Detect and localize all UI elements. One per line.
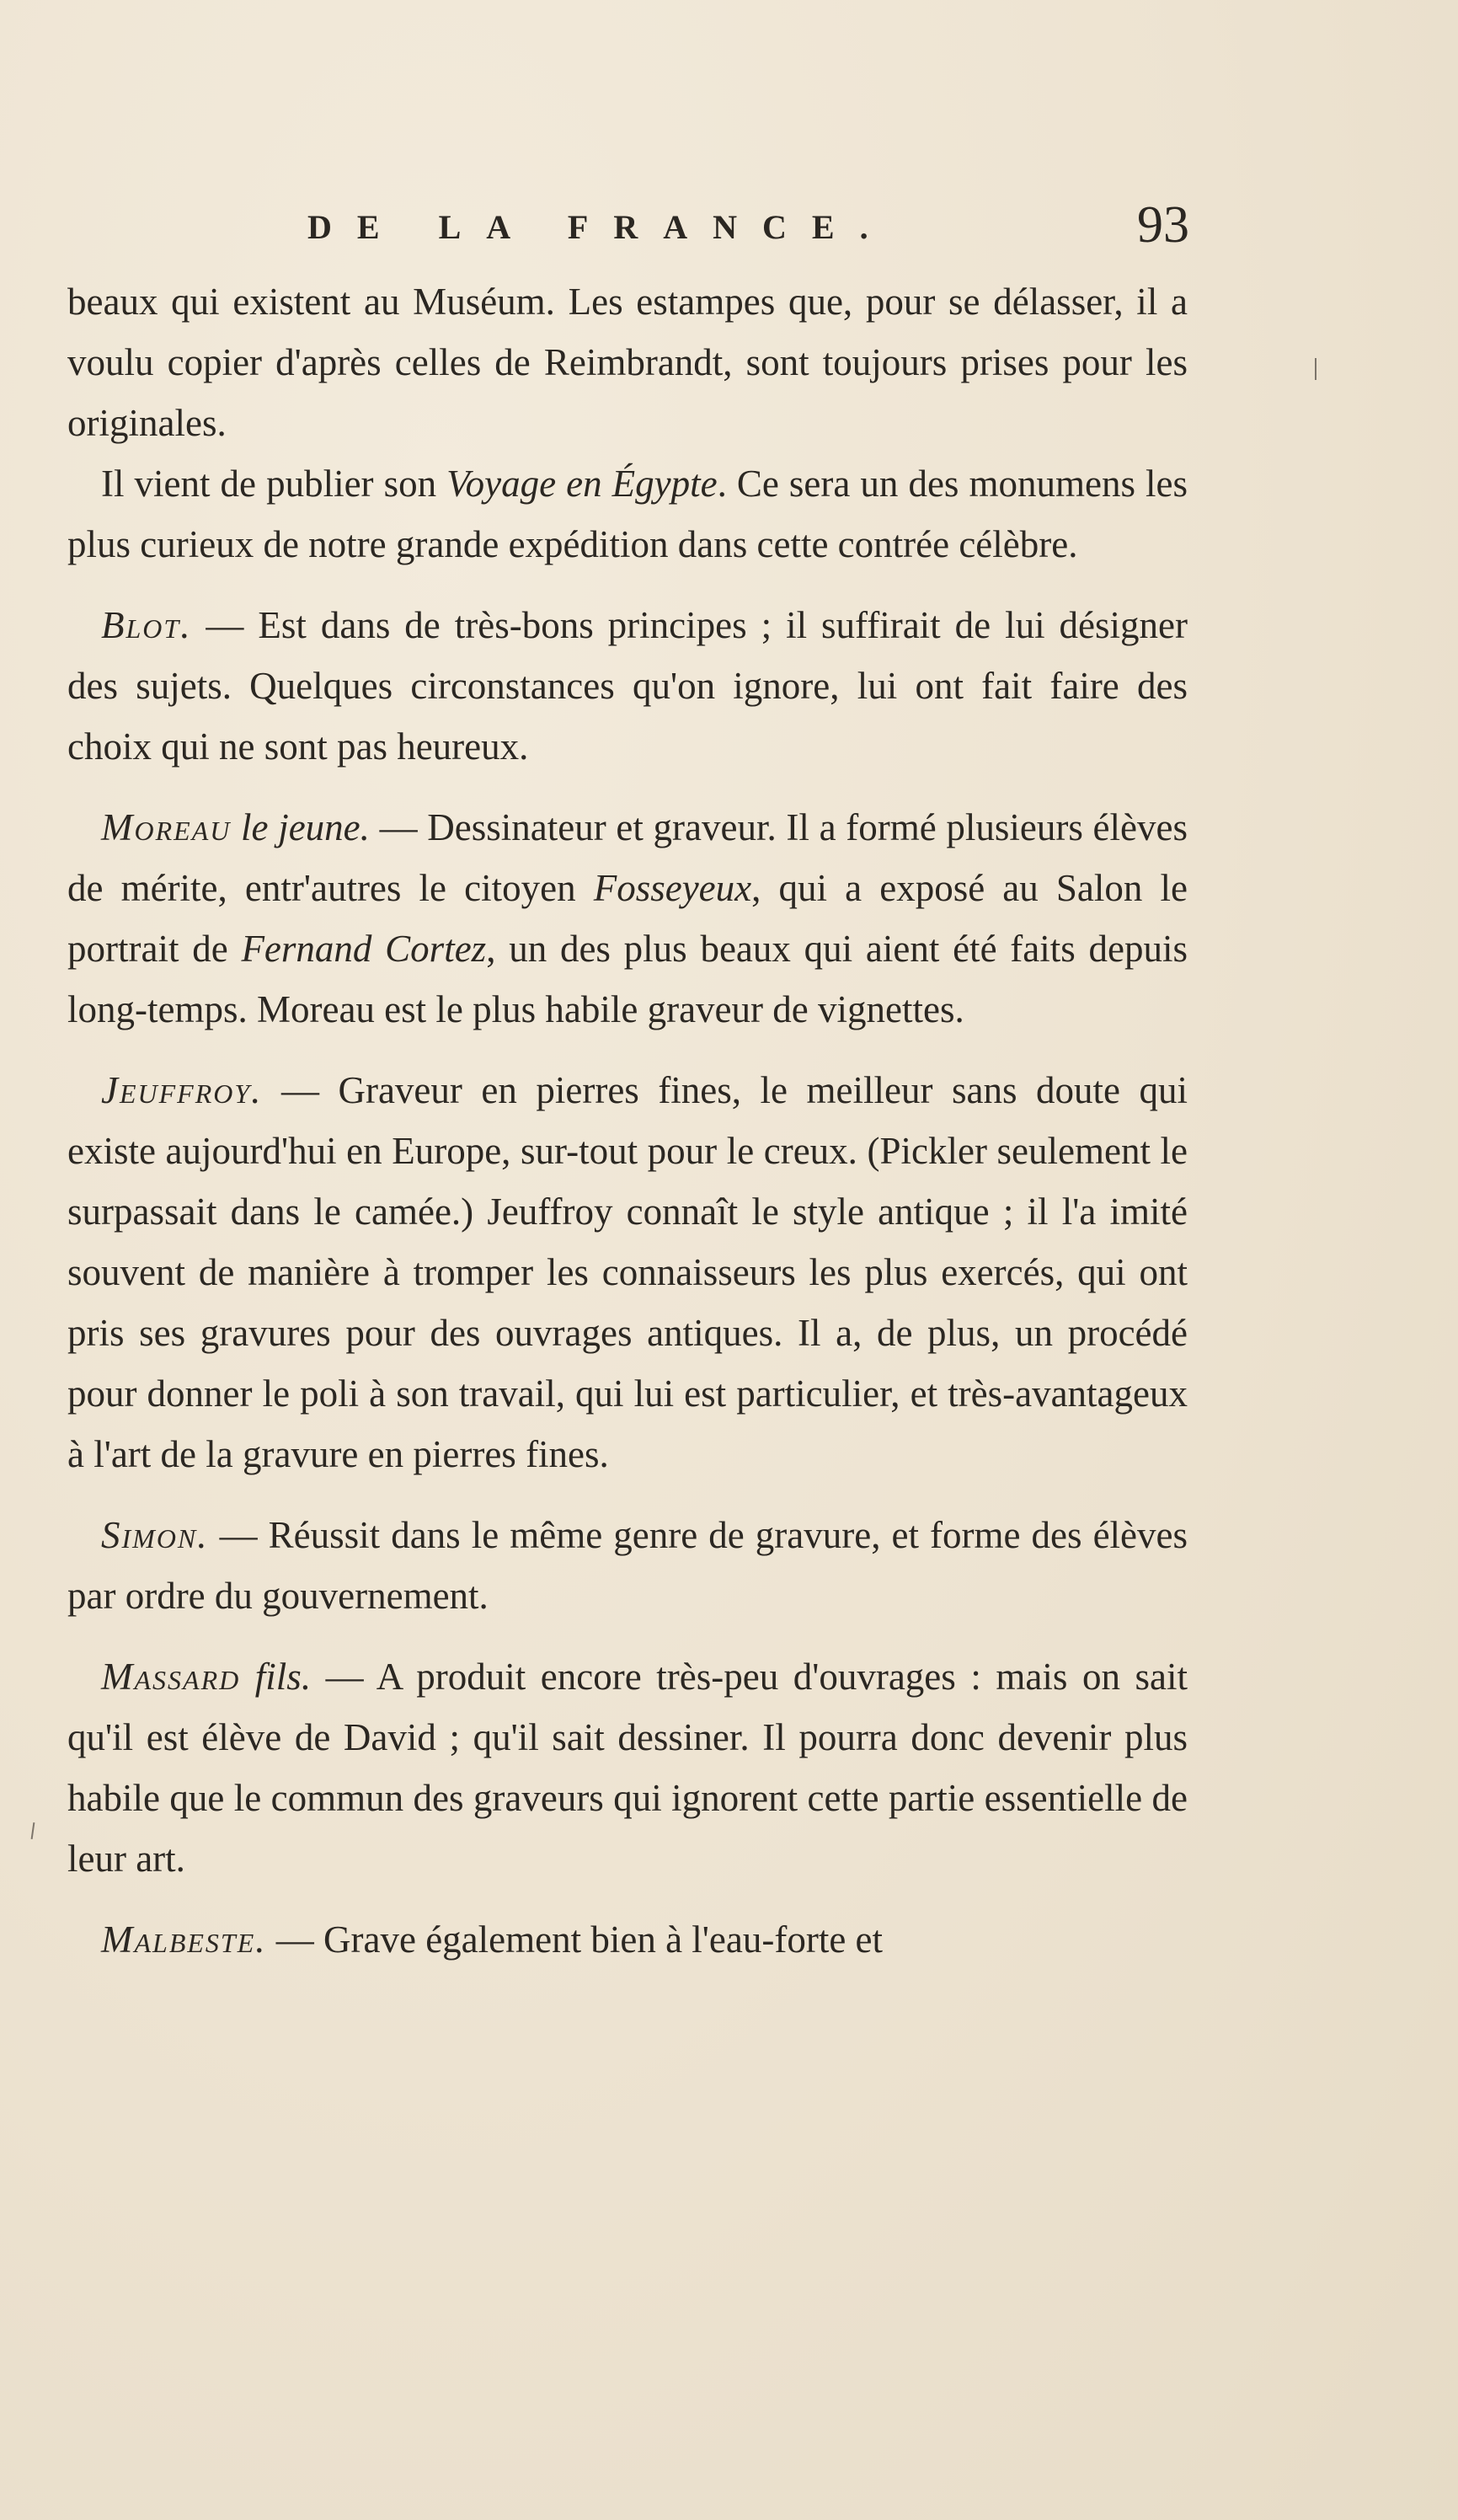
page-header bbox=[67, 196, 1189, 261]
entry-massard bbox=[67, 1646, 1188, 1889]
entry-blot bbox=[67, 595, 1188, 777]
running-head: DE LA FRANCE. bbox=[307, 208, 894, 246]
paragraph-text: beaux qui existent au Muséum. Les estampes que, pour se délasser, il a voulu copier d'après celles de Reimbrandt, sont toujours prises pour les originales. bbox=[67, 281, 1188, 444]
artist-name: Malbeste. bbox=[101, 1918, 267, 1961]
margin-mark bbox=[1315, 358, 1316, 380]
page-number: 93 bbox=[1137, 196, 1189, 254]
body-text bbox=[67, 271, 1188, 1970]
book-title: Voyage en Égypte bbox=[446, 463, 718, 505]
artist-name: Massard bbox=[101, 1656, 241, 1698]
artist-name-suffix: le jeune. bbox=[231, 806, 370, 848]
entry-text: — A produit encore très-peu d'ouvrages : mais on sait qu'il est élève de David ; qu'il sait dessiner. Il pourra donc devenir plus habile que le commun des graveurs qui ignorent cette partie essentielle de leur art. bbox=[67, 1656, 1188, 1880]
artist-name: Jeuffroy. bbox=[101, 1069, 263, 1111]
person-name: Fosseyeux bbox=[593, 867, 752, 909]
paragraph-text: Il vient de publier son bbox=[101, 463, 447, 505]
paragraph-text: . Ce sera un des monumens les plus curieux de notre grande expédition dans cette contrée célèbre. bbox=[67, 463, 1188, 565]
margin-mark bbox=[31, 1822, 35, 1839]
entry-moreau bbox=[67, 797, 1188, 1040]
entry-text: — Réussit dans le même genre de gravure, et forme des élèves par ordre du gouvernement. bbox=[67, 1514, 1188, 1617]
entry-malbeste bbox=[67, 1909, 1188, 1970]
entry-text: — Est dans de très-bons principes ; il suffirait de lui désigner des sujets. Quelques circonstances qu'on ignore, lui ont fait faire des choix qui ne sont pas heureux. bbox=[67, 604, 1188, 768]
entry-jeuffroy bbox=[67, 1060, 1188, 1485]
artist-name: Simon. bbox=[101, 1514, 209, 1556]
entry-text: , un des plus beaux qui aient été faits depuis long-temps. Moreau est le plus habile graveur de vignettes. bbox=[67, 928, 1188, 1030]
entry-text: — Graveur en pierres fines, le meilleur sans doute qui existe aujourd'hui en Europe, sur-tout pour le creux. (Pickler seulement le surpassait dans le camée.) Jeuffroy connaît le style antique ; il l'a imité souvent de manière à tromper les connaisseurs les plus exercés, qui ont pris ses gravures pour des ouvrages antiques. Il a, de plus, un procédé pour donner le poli à son travail, qui lui est particulier, et très-avantageux à l'art de la gravure en pierres fines. bbox=[67, 1069, 1188, 1475]
entry-simon bbox=[67, 1505, 1188, 1626]
entry-text: — Dessinateur et graveur. Il a formé plusieurs élèves de mérite, entr'autres le citoyen bbox=[67, 806, 1188, 909]
paragraph-continuation bbox=[67, 271, 1188, 453]
artist-name: Moreau bbox=[101, 806, 232, 848]
entry-text: , qui a exposé au Salon le portrait de bbox=[67, 867, 1188, 970]
entry-text: — Grave également bien à l'eau-forte et bbox=[266, 1918, 884, 1961]
artist-name-suffix: fils. bbox=[240, 1656, 312, 1698]
portrait-name: Fernand Cortez bbox=[241, 928, 487, 970]
paragraph-voyage bbox=[67, 453, 1188, 575]
artist-name: Blot. bbox=[101, 604, 192, 646]
